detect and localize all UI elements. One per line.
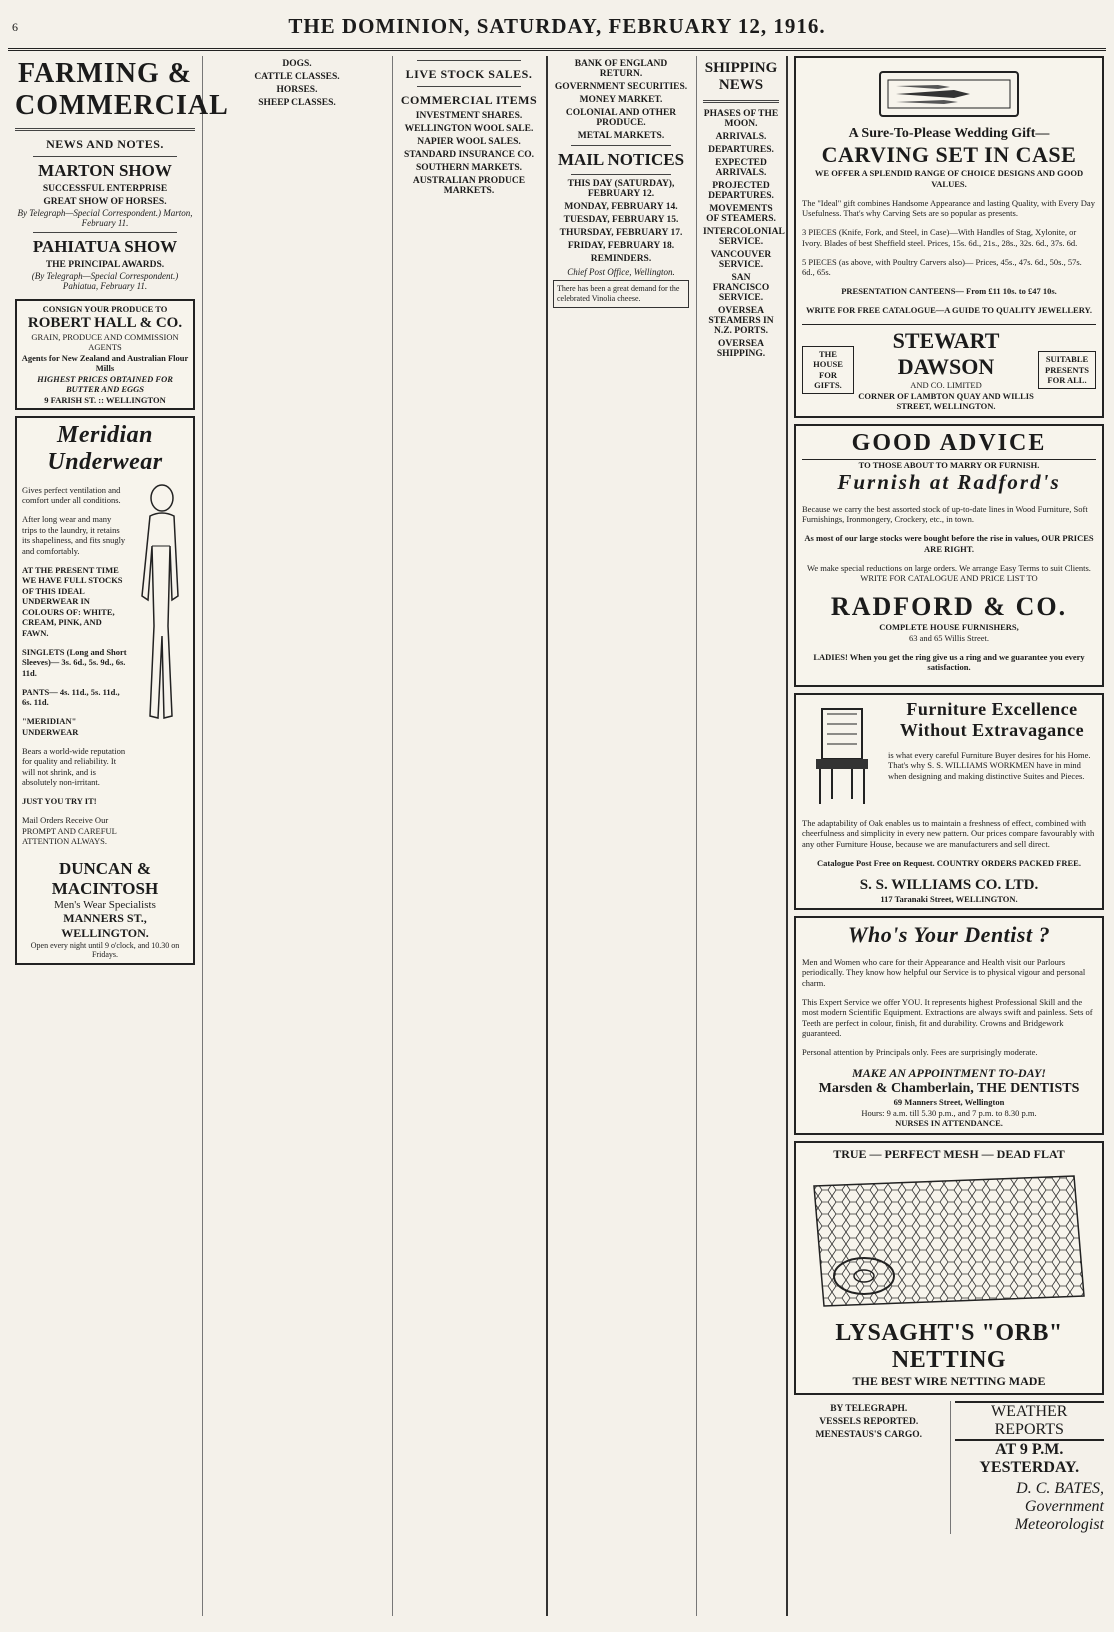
farming-title: FARMING & COMMERCIAL — [15, 58, 229, 121]
radford-body: Because we carry the best assorted stock of up-to-date lines in Wood Furniture, Soft Furnishings, Ironmongery, Crockery, etc., in town. — [802, 503, 1088, 524]
dentist-name: Marsden & Chamberlain, THE DENTISTS — [818, 1081, 1080, 1096]
page-number: 6 — [12, 20, 18, 34]
dawson-prices1: 3 PIECES (Knife, Fork, and Steel, in Case)—With Handles of Stag, Xylonite, or Ivory. Blades of best Sheffield steel. Prices, 15s. 6d., 21s., 28s., 32s. 6d., 37s. 6d. — [802, 227, 1078, 248]
pahiatua-dateline: (By Telegraph—Special Correspondent.) Pahiatua, February 11. — [31, 271, 179, 291]
reminders-heading: REMINDERS. — [590, 254, 652, 264]
thursday-heading: THURSDAY, FEBRUARY 17. — [559, 228, 683, 238]
wire-netting-illustration — [804, 1166, 1094, 1316]
departures-heading: DEPARTURES. — [708, 145, 774, 155]
meridian-p4: "MERIDIAN" UNDERWEAR — [22, 716, 79, 737]
vinolia-notice: There has been a great demand for the celebrated Vinolia cheese. — [553, 280, 689, 308]
col6-vessels: VESSELS REPORTED. — [819, 1416, 919, 1427]
lysaght-top: TRUE — PERFECT MESH — DEAD FLAT — [833, 1146, 1065, 1161]
meridian-p5: Bears a world-wide reputation for quality and reliability. It will not shrink, and is absolutely non-irritant. — [22, 745, 126, 787]
williams-ad — [794, 693, 1104, 910]
meridian-hours: Open every night until 9 o'clock, and 10.30 on Fridays. — [30, 941, 180, 959]
dentist-headline: Who's Your Dentist ? — [847, 922, 1051, 947]
meridian-mail: Mail Orders Receive Our PROMPT AND CAREFUL ATTENTION ALWAYS. — [22, 815, 117, 846]
dawson-sub: WE OFFER A SPLENDID RANGE OF CHOICE DESIGNS AND GOOD VALUES. — [814, 168, 1084, 189]
vancouver-heading: VANCOUVER SERVICE. — [710, 250, 772, 270]
shipping-title: SHIPPING NEWS — [704, 60, 778, 93]
expected-heading: EXPECTED ARRIVALS. — [715, 158, 767, 178]
marton-sub1: SUCCESSFUL ENTERPRISE — [42, 184, 168, 194]
radford-headline: GOOD ADVICE — [802, 430, 1096, 460]
williams-body2: The adaptability of Oak enables us to maintain a freshness of effect, combined with cheerfulness and simplicity in every new pattern. Our prices compare favourably with any other Furniture House, because we are manufacturers and sell direct. — [802, 817, 1095, 849]
marton-sub2: GREAT SHOW OF HORSES. — [43, 197, 167, 207]
robert-hall-address: 9 FARISH ST. :: WELLINGTON — [44, 394, 166, 405]
meridian-p3: AT THE PRESENT TIME WE HAVE FULL STOCKS OF THIS IDEAL UNDERWEAR IN COLOURS OF: WHITE, CREAM, PINK, AND FAWN. — [22, 564, 123, 638]
southern-heading: SOUTHERN MARKETS. — [415, 163, 523, 173]
colonial-heading: COLONIAL AND OTHER PRODUCE. — [565, 108, 677, 128]
australian-heading: AUSTRALIAN PRODUCE MARKETS. — [412, 176, 526, 196]
horses-heading: HORSES. — [276, 85, 318, 95]
dawson-prices2: 5 PIECES (as above, with Poultry Carvers also)— Prices, 45s., 47s. 6d., 50s., 57s. 6d., 65s. — [802, 256, 1082, 277]
column-1 — [10, 56, 229, 1616]
friday-heading: FRIDAY, FEBRUARY 18. — [567, 241, 675, 251]
dentist-nurses: NURSES IN ATTENDANCE. — [895, 1118, 1003, 1128]
govt-heading: GOVERNMENT SECURITIES. — [554, 82, 688, 92]
robert-hall-line1: GRAIN, PRODUCE AND COMMISSION AGENTS — [31, 331, 179, 352]
dentist-ad — [794, 916, 1104, 1135]
williams-headline: Furniture Excellence Without Extravagance — [899, 699, 1085, 740]
standard-heading: STANDARD INSURANCE CO. — [404, 150, 534, 160]
today-heading: THIS DAY (SATURDAY), FEBRUARY 12. — [567, 179, 675, 199]
woolsale-heading: WELLINGTON WOOL SALE. — [404, 124, 534, 134]
robert-hall-ad — [15, 299, 195, 410]
radford-name: RADFORD & CO. — [830, 592, 1068, 621]
mail-notices-heading: MAIL NOTICES — [557, 150, 685, 169]
movements-heading: MOVEMENTS OF STEAMERS. — [706, 204, 776, 224]
radford-body2: As most of our large stocks were bought before the rise in values, OUR PRICES ARE RIGHT. — [804, 533, 1094, 554]
radford-ad — [794, 424, 1104, 688]
meridian-singlets: SINGLETS (Long and Short Sleeves)— 3s. 6d., 5s. 9d., 6s. 11d. — [22, 646, 127, 678]
dogs-heading: DOGS. — [282, 59, 312, 69]
metal-heading: METAL MARKETS. — [577, 131, 665, 141]
sheep-heading: SHEEP CLASSES. — [258, 98, 336, 108]
williams-catalogue: Catalogue Post Free on Request. COUNTRY ORDERS PACKED FREE. — [817, 857, 1081, 868]
page-title: THE DOMINION, SATURDAY, FEBRUARY 12, 1916. — [288, 14, 826, 38]
money-heading: MONEY MARKET. — [579, 95, 663, 105]
radford-ladies: LADIES! When you get the ring give us a ring and we guarantee you every satisfaction. — [813, 651, 1085, 672]
weather-heading: WEATHER REPORTS — [955, 1401, 1105, 1441]
dentist-body2: This Expert Service we offer YOU. It represents highest Professional Skill and the most modern Scientific Equipment. Extractions are always swift and painless. Sets of Teeth are perfect in colour, finish, fit and durability. Crowns and Bridgework guaranteed. — [802, 996, 1093, 1038]
dentist-body3: Personal attention by Principals only. Fees are surprisingly moderate. — [802, 1047, 1038, 1057]
meridian-ad — [15, 416, 195, 965]
chair-illustration — [802, 699, 882, 809]
dentist-body: Men and Women who care for their Appearance and Health visit our Parlours periodically. They know how helpful our Service is to physical vigour and personal charm. — [802, 956, 1086, 988]
postmaster-sign: Chief Post Office, Wellington. — [567, 267, 675, 277]
monday-heading: MONDAY, FEBRUARY 14. — [564, 202, 678, 212]
lysaght-sub: THE BEST WIRE NETTING MADE — [852, 1373, 1046, 1388]
weather-sub: AT 9 P.M. YESTERDAY. — [979, 1440, 1080, 1476]
meridian-address: MANNERS ST., WELLINGTON. — [61, 911, 149, 940]
lysaght-ad — [794, 1141, 1104, 1395]
pahiatua-sub: THE PRINCIPAL AWARDS. — [45, 260, 165, 270]
robert-hall-name: ROBERT HALL & CO. — [27, 314, 183, 331]
williams-name: S. S. WILLIAMS CO. LTD. — [859, 876, 1039, 893]
dawson-presentation: PRESENTATION CANTEENS— From £11 10s. to £47 10s. — [841, 286, 1057, 296]
man-in-underwear-illustration — [132, 476, 188, 736]
column-5 — [698, 56, 784, 1616]
radford-sub: TO THOSE ABOUT TO MARRY OR FURNISH. — [858, 459, 1040, 470]
robert-hall-line3: HIGHEST PRICES OBTAINED FOR BUTTER AND EGGS — [37, 373, 173, 394]
marton-heading: MARTON SHOW — [38, 161, 172, 180]
radford-body3: We make special reductions on large orders. We arrange Easy Terms to suit Clients. WRITE FOR CATALOGUE AND PRICE LIST TO — [807, 562, 1091, 583]
dentist-appointment: MAKE AN APPOINTMENT TO-DAY! — [852, 1066, 1046, 1080]
robert-hall-line2: Agents for New Zealand and Australian Flour Mills — [21, 352, 189, 373]
meridian-pants: PANTS— 4s. 11d., 5s. 11d., 6s. 11d. — [22, 686, 120, 707]
napier-heading: NAPIER WOOL SALES. — [417, 137, 521, 147]
meridian-p2: After long wear and many trips to the laundry, it retains its shapeliness, and fits snugly and comfortably. — [22, 514, 126, 556]
investment-heading: INVESTMENT SHARES. — [415, 111, 523, 121]
dawson-left-box: THE HOUSE FOR GIFTS. — [802, 346, 854, 394]
dentist-hours: Hours: 9 a.m. till 5.30 p.m., and 7 p.m. to 8.30 p.m. — [861, 1107, 1037, 1118]
robert-hall-consign: CONSIGN YOUR PRODUCE TO — [42, 304, 168, 314]
carving-set-illustration — [874, 66, 1024, 122]
phases-heading: PHASES OF THE MOON. — [703, 109, 779, 129]
meridian-firm: DUNCAN & MACINTOSH — [51, 859, 159, 898]
stewart-dawson-ad — [794, 56, 1104, 418]
radford-address: 63 and 65 Willis Street. — [908, 632, 989, 643]
dawson-write: WRITE FOR FREE CATALOGUE—A GUIDE TO QUALITY JEWELLERY. — [805, 305, 1093, 315]
arrivals-heading: ARRIVALS. — [715, 132, 767, 142]
dawson-title: CARVING SET IN CASE — [821, 142, 1077, 167]
column-4 — [548, 56, 694, 1616]
column-2 — [204, 56, 390, 1616]
dawson-headline: A Sure-To-Please Wedding Gift— — [848, 126, 1050, 141]
projected-heading: PROJECTED DEPARTURES. — [708, 181, 774, 201]
col6-menestaus: MENESTAUS'S CARGO. — [815, 1429, 922, 1440]
dentist-address: 69 Manners Street, Wellington — [893, 1097, 1005, 1107]
commercial-heading: COMMERCIAL ITEMS — [400, 93, 538, 107]
williams-address: 117 Taranaki Street, WELLINGTON. — [880, 893, 1018, 904]
dawson-co: AND CO. LIMITED — [910, 380, 982, 390]
meridian-title: Meridian Underwear — [47, 422, 163, 475]
masthead — [8, 6, 1106, 51]
radford-name-sub: COMPLETE HOUSE FURNISHERS, — [879, 622, 1019, 632]
radford-title: Furnish at Radford's — [837, 470, 1061, 494]
livestock-heading: LIVE STOCK SALES. — [405, 67, 533, 81]
col6-telegraph: BY TELEGRAPH. — [830, 1403, 908, 1414]
pahiatua-heading: PAHIATUA SHOW — [32, 237, 178, 256]
bank-heading: BANK OF ENGLAND RETURN. — [574, 59, 668, 79]
lysaght-title: LYSAGHT'S "ORB" NETTING — [835, 1319, 1063, 1373]
advertisements-column — [790, 56, 1108, 1616]
section-heading: NEWS AND NOTES. — [46, 137, 164, 151]
meridian-firm-sub: Men's Wear Specialists — [54, 899, 156, 911]
sanfran-heading: SAN FRANCISCO SERVICE. — [712, 273, 770, 303]
marton-dateline: By Telegraph—Special Correspondent.) Marton, February 11. — [17, 208, 193, 228]
weather-sign: D. C. BATES, Government Meteorologist — [1014, 1479, 1104, 1533]
williams-body: is what every careful Furniture Buyer desires for his Home. That's why S. S. WILLIAMS WORKMEN have in mind when designing and making distinctive Suites and Pieces. — [888, 749, 1091, 781]
dawson-name: STEWART DAWSON — [892, 328, 1000, 379]
tuesday-heading: TUESDAY, FEBRUARY 15. — [563, 215, 679, 225]
meridian-try: JUST YOU TRY IT! — [22, 796, 97, 806]
cattle-heading: CATTLE CLASSES. — [254, 72, 340, 82]
shipping-list-heading: OVERSEA SHIPPING. — [716, 339, 766, 359]
meridian-p1: Gives perfect ventilation and comfort under all conditions. — [22, 484, 121, 505]
dawson-body: The "Ideal" gift combines Handsome Appearance and lasting Quality, with Every Day Usefulness. That's why Carving Sets are so popular as presents. — [802, 197, 1095, 218]
overseas-heading: OVERSEA STEAMERS IN N.Z. PORTS. — [708, 306, 774, 336]
column-3 — [394, 56, 544, 1616]
intercolonial-heading: INTERCOLONIAL SERVICE. — [703, 227, 785, 247]
dawson-address: CORNER OF LAMBTON QUAY AND WILLIS STREET, WELLINGTON. — [858, 390, 1034, 411]
dawson-right-box: SUITABLE PRESENTS FOR ALL. — [1038, 351, 1096, 389]
